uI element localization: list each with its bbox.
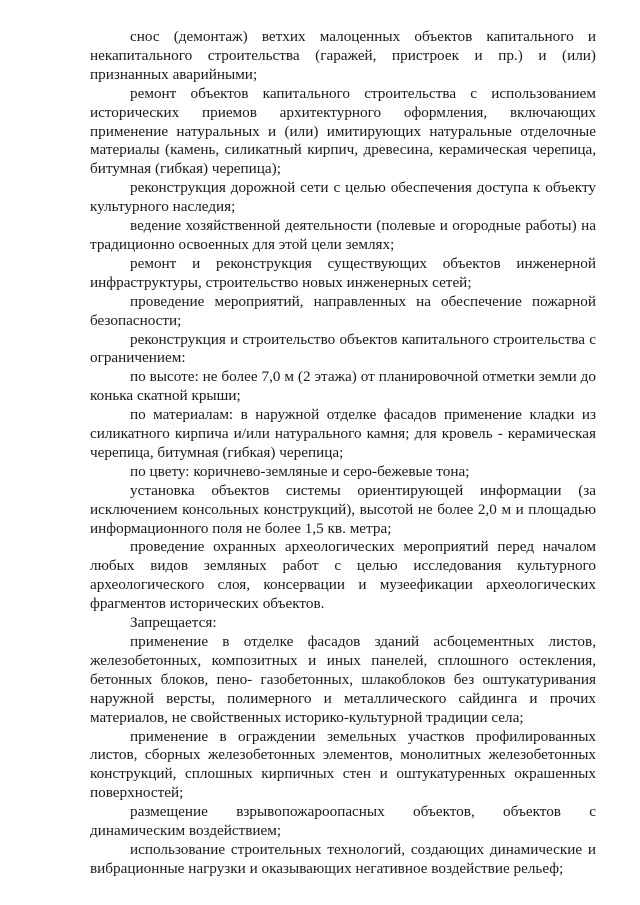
paragraph-materials: по материалам: в наружной отделке фасадов применение кладки из силикатного кирпича и/или натурального камня; для кровель - керамическая черепица, битумная (гибкая) черепица;	[90, 406, 596, 461]
paragraph-repair-historic: ремонт объектов капитального строительства с использованием исторических приемов архитектурного оформления, включающих применение натуральных и (или) имитирующих натуральные отделочные материалы (камень, силикатный кирпич, древесина, керамическая черепица, битумная (гибкая) черепица);	[90, 84, 596, 178]
paragraph-hazardous-objects: размещение взрывопожароопасных объектов, объектов с динамическим воздействием;	[90, 803, 596, 840]
paragraph-signage: установка объектов системы ориентирующей информации (за исключением консольных конструкций), высотой не более 2,0 м и площадью информационного поля не более 1,5 кв. метра;	[90, 481, 596, 537]
paragraph-road-network: реконструкция дорожной сети с целью обеспечения доступа к объекту культурного наследия;	[90, 179, 596, 216]
paragraph-prohibited-heading: Запрещается:	[130, 614, 217, 632]
paragraph-facade-prohibitions: применение в отделке фасадов зданий асбоцементных листов, железобетонных, композитных и иных панелей, сплошного остекления, бетонных блоков, пено- газобетонных, шлакоблоков без оштукатуривания наружной версты, полимерного и металлического сайдинга и прочих материалов, не свойственных историко-культурной традиции села;	[90, 633, 596, 726]
paragraph-economic-activity: ведение хозяйственной деятельности (полевые и огородные работы) на традиционно освоенных для этой цели землях;	[90, 217, 596, 253]
paragraph-height-limit: по высоте: не более 7,0 м (2 этажа) от планировочной отметки земли до конька скатной крыши;	[90, 368, 596, 405]
paragraph-colors: по цвету: коричнево-земляные и серо-бежевые тона;	[130, 462, 470, 480]
paragraph-fire-safety: проведение мероприятий, направленных на обеспечение пожарной безопасности;	[90, 292, 596, 329]
paragraph-archaeology: проведение охранных археологических мероприятий перед началом любых видов земляных работ с целью исследования культурного археологического слоя, консервации и музеефикации археологических фрагментов исторических объектов.	[90, 538, 596, 613]
paragraph-fence-prohibitions: применение в ограждении земельных участков профилированных листов, сборных железобетонных элементов, монолитных железобетонных конструкций, сплошных кирпичных стен и оштукатуренных окрашенных поверхностей;	[90, 727, 596, 802]
paragraph-construction-technologies: использование строительных технологий, создающих динамические и вибрационные нагрузки и оказывающих негативное воздействие рельеф;	[90, 840, 596, 877]
paragraph-construction-restrictions: реконструкция и строительство объектов капитального строительства с ограничением:	[90, 330, 596, 367]
paragraph-engineering-infrastructure: ремонт и реконструкция существующих объектов инженерной инфраструктуры, строительство новых инженерных сетей;	[90, 254, 596, 291]
paragraph-demolition: снос (демонтаж) ветхих малоценных объектов капитального и некапитального строительства (гаражей, пристроек и пр.) и (или) признанных аварийными;	[90, 28, 596, 83]
